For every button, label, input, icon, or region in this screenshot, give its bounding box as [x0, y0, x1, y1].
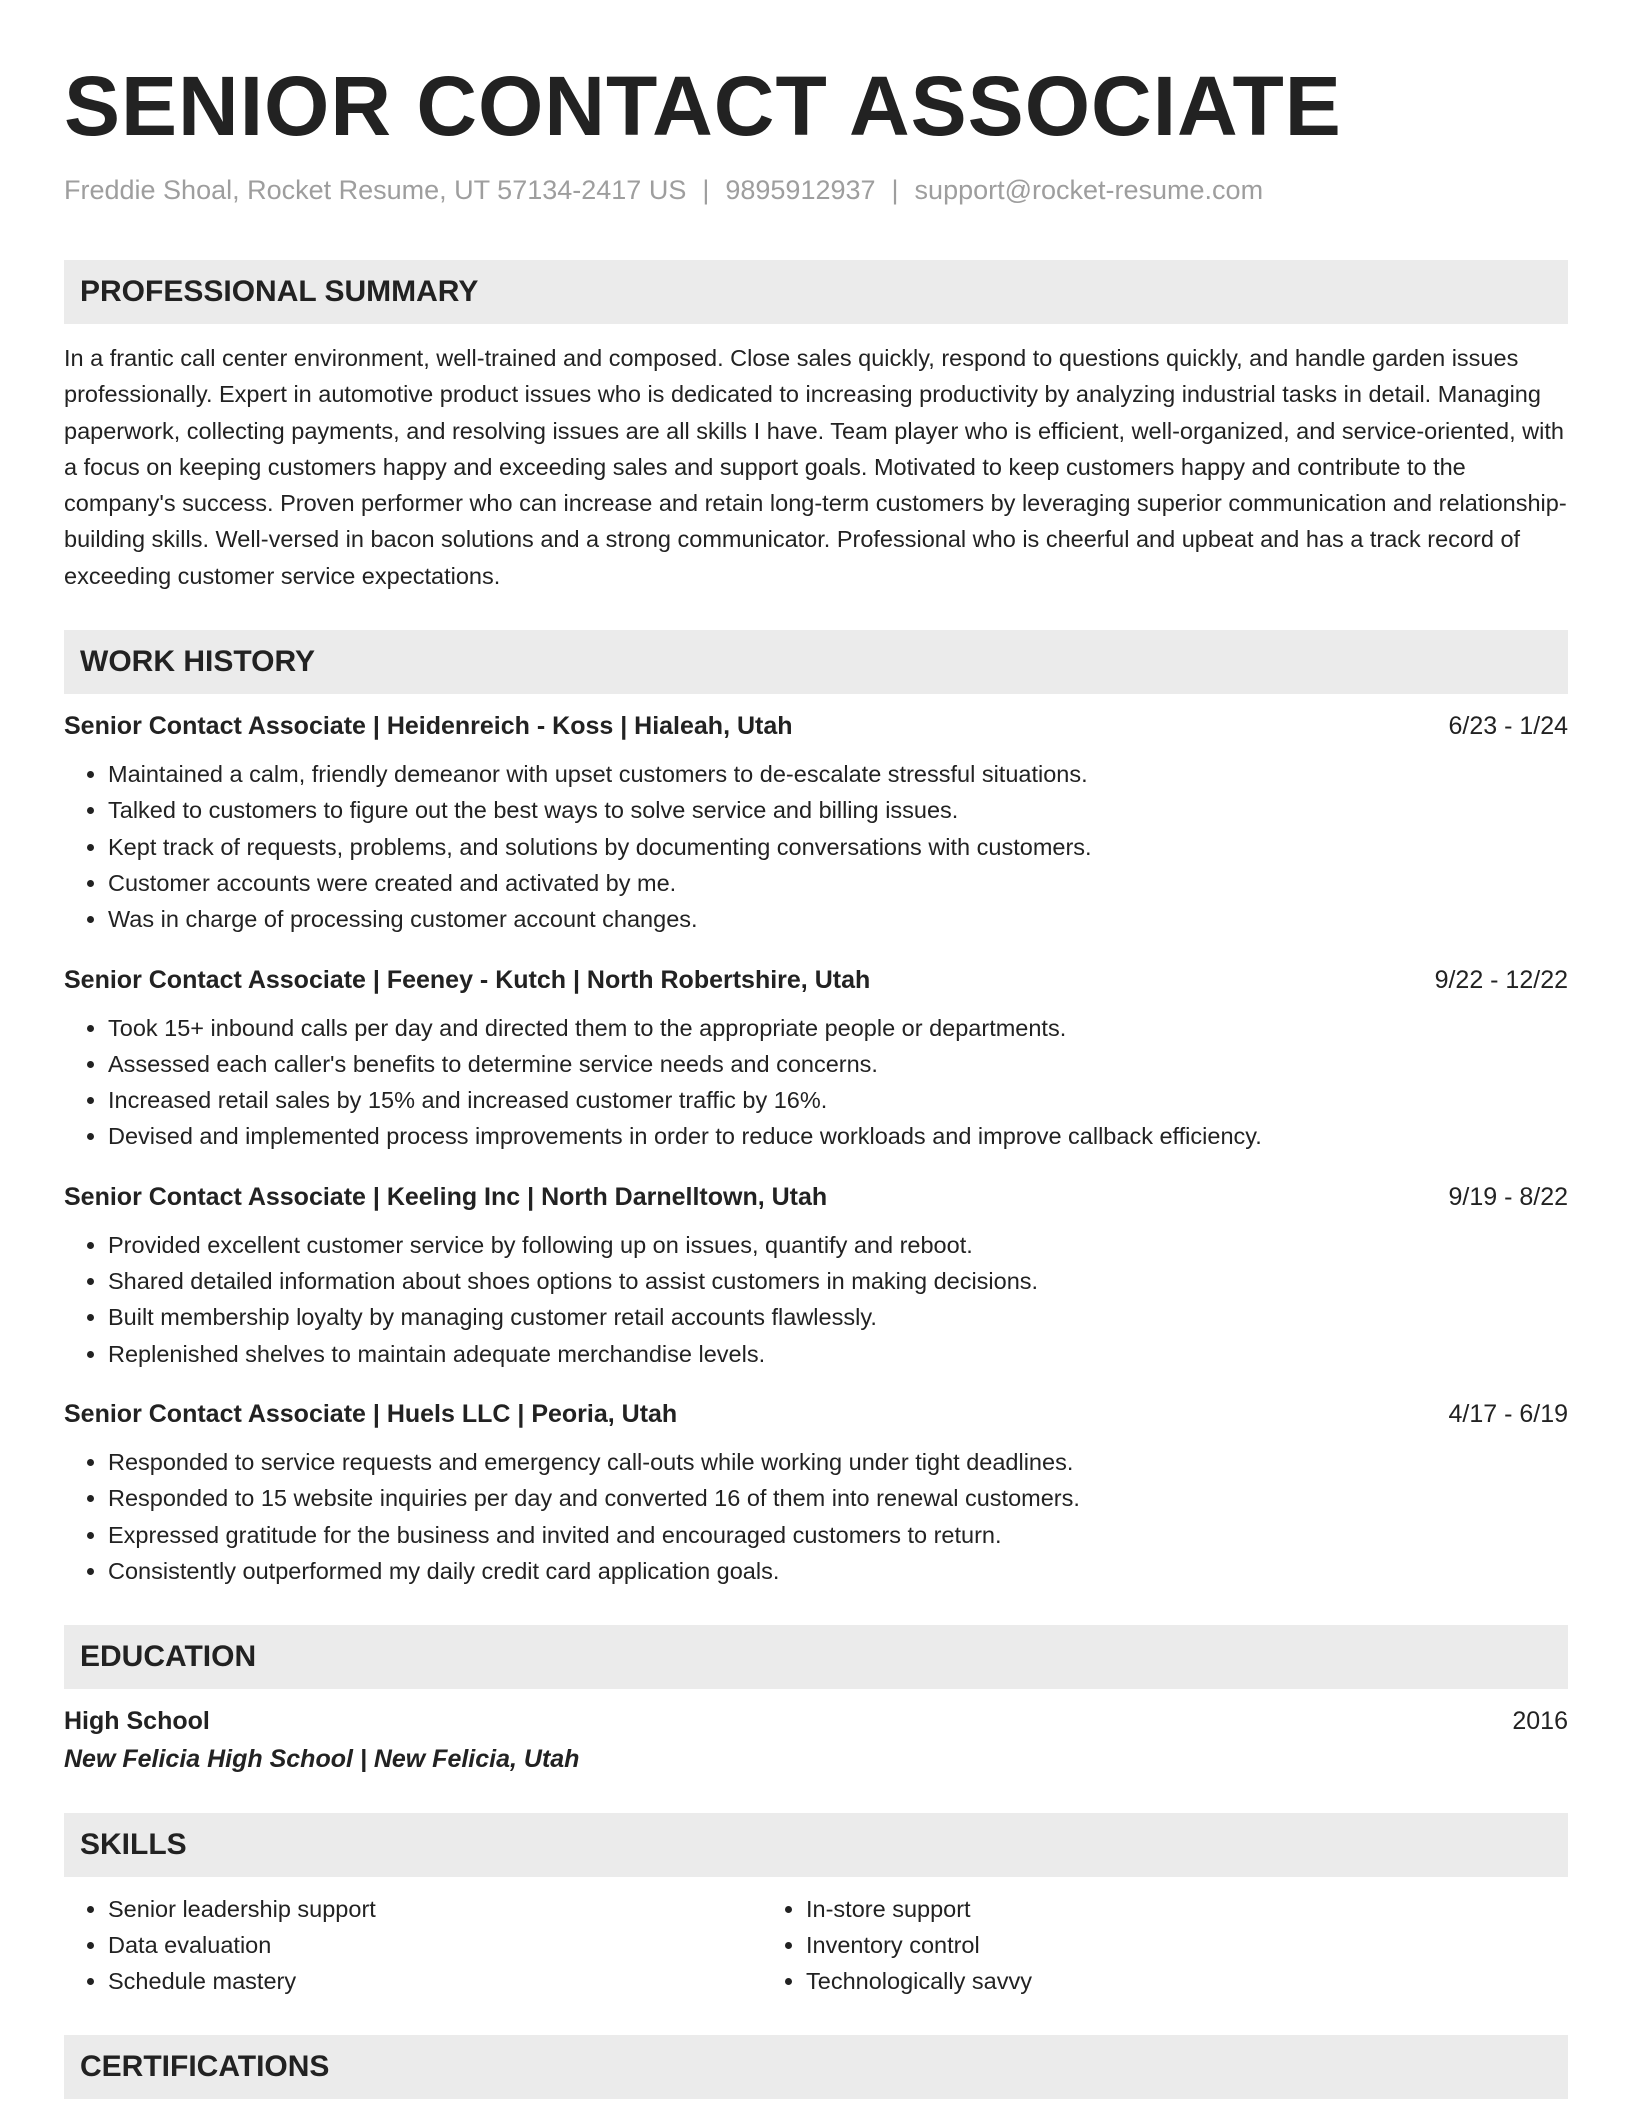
skill-item: • Data evaluation — [108, 1927, 762, 1963]
skills-column-left — [64, 1891, 762, 1999]
job-title: Senior Contact Associate | Huels LLC | Peoria, Utah — [64, 1399, 678, 1428]
job-bullets — [64, 1444, 1568, 1589]
job-bullets — [64, 1010, 1568, 1155]
job-bullet: • Customer accounts were created and activated by me. — [108, 865, 1568, 901]
job-dates: 4/17 - 6/19 — [1448, 1399, 1568, 1428]
job-bullet: • Maintained a calm, friendly demeanor with upset customers to de-escalate stressful situations. — [108, 756, 1568, 792]
job-entry — [64, 708, 1568, 937]
skills-column-right — [762, 1891, 1460, 1999]
education-degree: High School — [64, 1707, 210, 1736]
summary-heading: PROFESSIONAL SUMMARY — [64, 260, 1568, 324]
skill-item: • Senior leadership support — [108, 1891, 762, 1927]
job-bullet: • Kept track of requests, problems, and solutions by documenting conversations with customers. — [108, 829, 1568, 865]
skill-item: • Technologically savvy — [806, 1963, 1460, 1999]
contact-address: Freddie Shoal, Rocket Resume, UT 57134-2417 US — [64, 175, 687, 205]
job-bullets — [64, 1227, 1568, 1372]
job-bullet: • Expressed gratitude for the business and invited and encouraged customers to return. — [108, 1517, 1568, 1553]
job-bullet: • Consistently outperformed my daily credit card application goals. — [108, 1553, 1568, 1589]
job-bullet: • Responded to service requests and emergency call-outs while working under tight deadlines. — [108, 1444, 1568, 1480]
job-bullet: • Increased retail sales by 15% and increased customer traffic by 16%. — [108, 1082, 1568, 1118]
job-bullet: • Talked to customers to figure out the best ways to solve service and billing issues. — [108, 792, 1568, 828]
job-dates: 9/19 - 8/22 — [1448, 1182, 1568, 1211]
resume-title: SENIOR CONTACT ASSOCIATE — [64, 59, 1342, 153]
job-title: Senior Contact Associate | Heidenreich - Koss | Hialeah, Utah — [64, 712, 793, 741]
job-bullet: • Provided excellent customer service by following up on issues, quantify and reboot. — [108, 1227, 1568, 1263]
job-bullet: • Responded to 15 website inquiries per day and converted 16 of them into renewal customers. — [108, 1480, 1568, 1516]
job-bullet: • Was in charge of processing customer account changes. — [108, 901, 1568, 937]
job-title: Senior Contact Associate | Keeling Inc | North Darnelltown, Utah — [64, 1182, 828, 1211]
skill-item: • In-store support — [806, 1891, 1460, 1927]
education-year: 2016 — [1512, 1707, 1568, 1736]
contact-line — [64, 172, 1568, 208]
job-bullet: • Shared detailed information about shoes options to assist customers in making decisions. — [108, 1263, 1568, 1299]
contact-phone: 9895912937 — [725, 175, 876, 205]
job-bullet: • Assessed each caller's benefits to determine service needs and concerns. — [108, 1046, 1568, 1082]
contact-separator: | — [891, 175, 899, 205]
job-dates: 6/23 - 1/24 — [1448, 712, 1568, 741]
education-school: New Felicia High School | New Felicia, Utah — [64, 1745, 580, 1774]
certifications-heading: CERTIFICATIONS — [64, 2035, 1568, 2099]
job-entry — [64, 1179, 1568, 1372]
skills-heading: SKILLS — [64, 1813, 1568, 1877]
job-bullets — [64, 756, 1568, 937]
job-bullet: • Built membership loyalty by managing customer retail accounts flawlessly. — [108, 1299, 1568, 1335]
job-entry — [64, 962, 1568, 1155]
job-title: Senior Contact Associate | Feeney - Kutch | North Robertshire, Utah — [64, 965, 871, 994]
skill-item: • Schedule mastery — [108, 1963, 762, 1999]
job-bullet: • Devised and implemented process improvements in order to reduce workloads and improve callback efficiency. — [108, 1118, 1568, 1154]
skills-list — [64, 1891, 1568, 1999]
education-entry — [64, 1703, 1568, 1777]
skill-item: • Inventory control — [806, 1927, 1460, 1963]
job-bullet: • Replenished shelves to maintain adequate merchandise levels. — [108, 1336, 1568, 1372]
summary-text: In a frantic call center environment, well-trained and composed. Close sales quickly, respond to questions quickly, and handle garden issues professionally. Expert in automotive product issues who is dedicated to increasing productivity by analyzing industrial tasks in detail. Managing paperwork, collecting payments, and resolving issues are all skills I have. Team player who is efficient, well-organized, and service-oriented, with a focus on keeping customers happy and exceeding sales and support goals. Motivated to keep customers happy and contribute to the company's success. Proven performer who can increase and retain long-term customers by leveraging superior communication and relationship-building skills. Well-versed in bacon solutions and a strong communicator. Professional who is cheerful and upbeat and has a track record of exceeding customer service expectations. — [64, 345, 1567, 589]
job-dates: 9/22 - 12/22 — [1434, 965, 1568, 994]
job-bullet: • Took 15+ inbound calls per day and directed them to the appropriate people or departments. — [108, 1010, 1568, 1046]
job-entry — [64, 1396, 1568, 1589]
contact-separator: | — [702, 175, 710, 205]
work-history-heading: WORK HISTORY — [64, 630, 1568, 694]
education-heading: EDUCATION — [64, 1625, 1568, 1689]
contact-email: support@rocket-resume.com — [914, 175, 1264, 205]
